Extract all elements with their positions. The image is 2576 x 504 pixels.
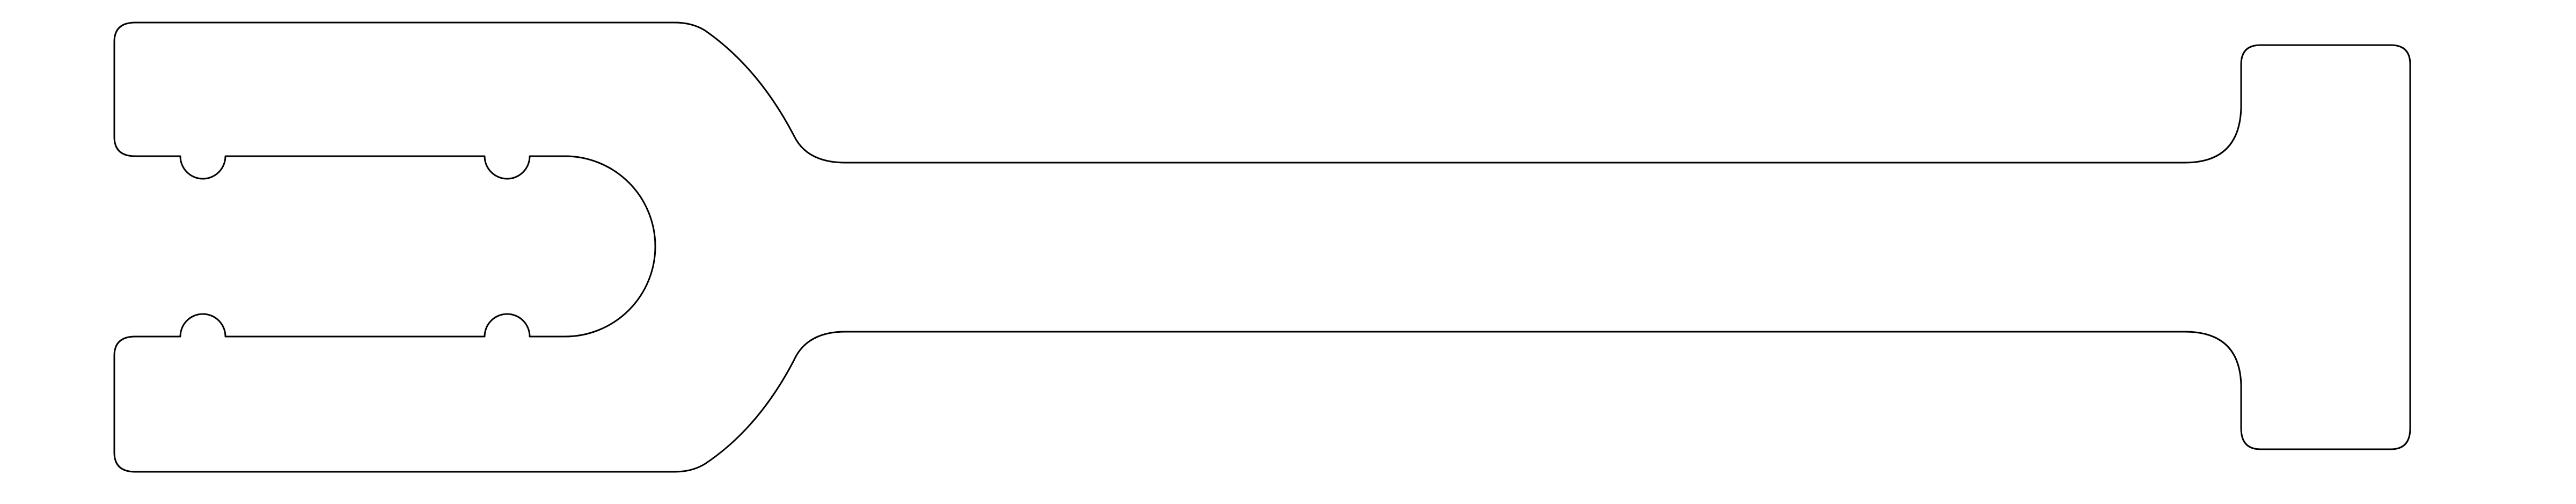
forked-bracket-outline bbox=[114, 23, 2410, 472]
